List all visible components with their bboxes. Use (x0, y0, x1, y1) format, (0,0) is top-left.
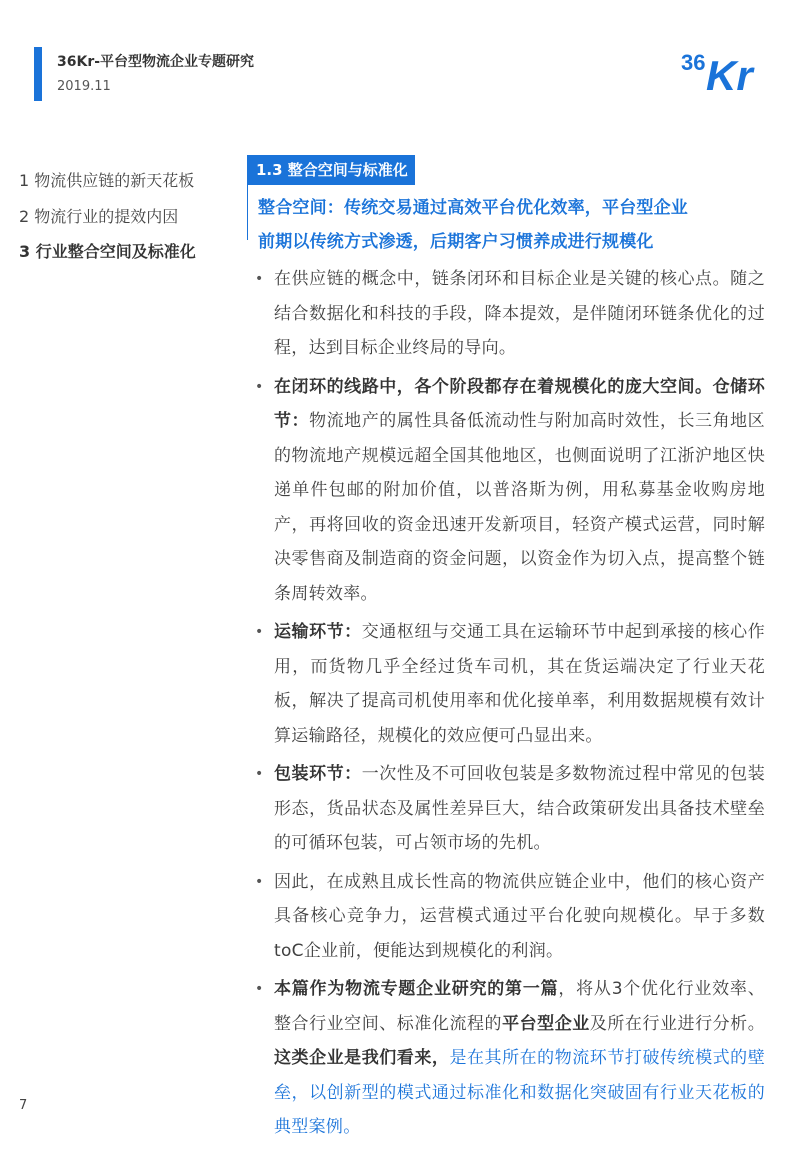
body-content (255, 262, 765, 1149)
paragraph-text: 物流地产的属性具备低流动性与附加高时效性，长三角地区的物流地产规模远超全国其他地区，也侧面说明了江浙沪地区快递单件包邮的附加价值，以普洛斯为例，用私募基金收购房地产，再将回收的资金迅速开发新项目，轻资产模式运营，同时解决零售商及制造商的资金问题，以资金作为切入点，提高整个链条周转效率。 (274, 411, 765, 604)
paragraph-bold: 平台型企业 (502, 1013, 590, 1034)
section-headline (258, 191, 758, 259)
paragraph-text: 在供应链的概念中，链条闭环和目标企业是关键的核心点。随之结合数据化和科技的手段，降本提效，是伴随闭环链条优化的过程，达到目标企业终局的导向。 (274, 269, 765, 358)
svg-text:Kr: Kr (706, 52, 753, 94)
paragraph-bold: 仓储环节： (274, 376, 765, 431)
page-number: 7 (19, 1098, 28, 1113)
header-accent-bar (34, 47, 42, 101)
section-tag: 1.3 整合空间与标准化 (247, 155, 415, 185)
paragraph-text: 交通枢纽与交通工具在运输环节中起到承接的核心作用，而货物几乎全经过货车司机，其在货运端决定了行业天花板，解决了提高司机使用率和优化接单率，利用数据规模有效计算运输路径，规模化的效应便可凸显出来。 (274, 622, 766, 746)
paragraph-1 (255, 262, 765, 366)
bullet-icon: • (255, 766, 264, 782)
paragraph-bold: 本篇作为物流专题企业研究的第一篇 (274, 979, 559, 999)
paragraph-5 (255, 865, 765, 969)
paragraph-highlight: 是在其所在的物流环节打破传统模式的壁垒，以创新型的模式通过标准化和数据化突破固有行业天花板的典型案例。 (274, 1048, 766, 1137)
svg-text:36: 36 (681, 50, 706, 75)
bullet-icon: • (255, 873, 264, 890)
paragraph-bold: 包装环节： (274, 764, 362, 784)
toc-item-3-active[interactable]: 3 行业整合空间及标准化 (19, 242, 196, 261)
paragraph-4 (255, 757, 765, 861)
paragraph-text: 一次性及不可回收包装是多数物流过程中常见的包装形态，货品状态及属性差异巨大，结合政策研发出具备技术壁垒的可循环包装，可占领市场的先机。 (274, 764, 766, 853)
bullet-icon: • (255, 378, 264, 395)
36kr-logo (680, 42, 762, 94)
paragraph-text: ，将从3个优化行业效率、整合行业空间、标准化流程的 (274, 979, 765, 1034)
paragraph-6 (255, 972, 765, 1145)
headline-line-1: 整合空间：传统交易通过高效平台优化效率，平台型企业 (258, 198, 688, 218)
paragraph-2 (255, 370, 765, 612)
toc-item-1[interactable]: 1 物流供应链的新天花板 (19, 171, 195, 190)
paragraph-text: 因此，在成熟且成长性高的物流供应链企业中，他们的核心资产具备核心竞争力，运营模式通过平台化驶向规模化。早于多数toC企业前，便能达到规模化的利润。 (274, 871, 765, 961)
report-date: 2019.11 (57, 79, 111, 94)
paragraph-bold: 运输环节： (274, 622, 362, 642)
paragraph-3 (255, 615, 765, 753)
toc-item-2[interactable]: 2 物流行业的提效内因 (19, 206, 179, 226)
report-title: 36Kr-平台型物流企业专题研究 (57, 54, 255, 70)
paragraph-bold: 在闭环的线路中，各个阶段都存在着规模化的庞大空间。 (274, 376, 713, 397)
bullet-icon: • (255, 981, 264, 997)
paragraph-text: 及所在行业进行分析。 (589, 1013, 766, 1034)
bullet-icon: • (255, 624, 264, 640)
headline-line-2: 前期以传统方式渗透，后期客户习惯养成进行规模化 (258, 232, 654, 252)
bullet-icon: • (255, 271, 264, 287)
table-of-contents (19, 163, 196, 270)
paragraph-bold: 这类企业是我们看来， (274, 1048, 450, 1068)
